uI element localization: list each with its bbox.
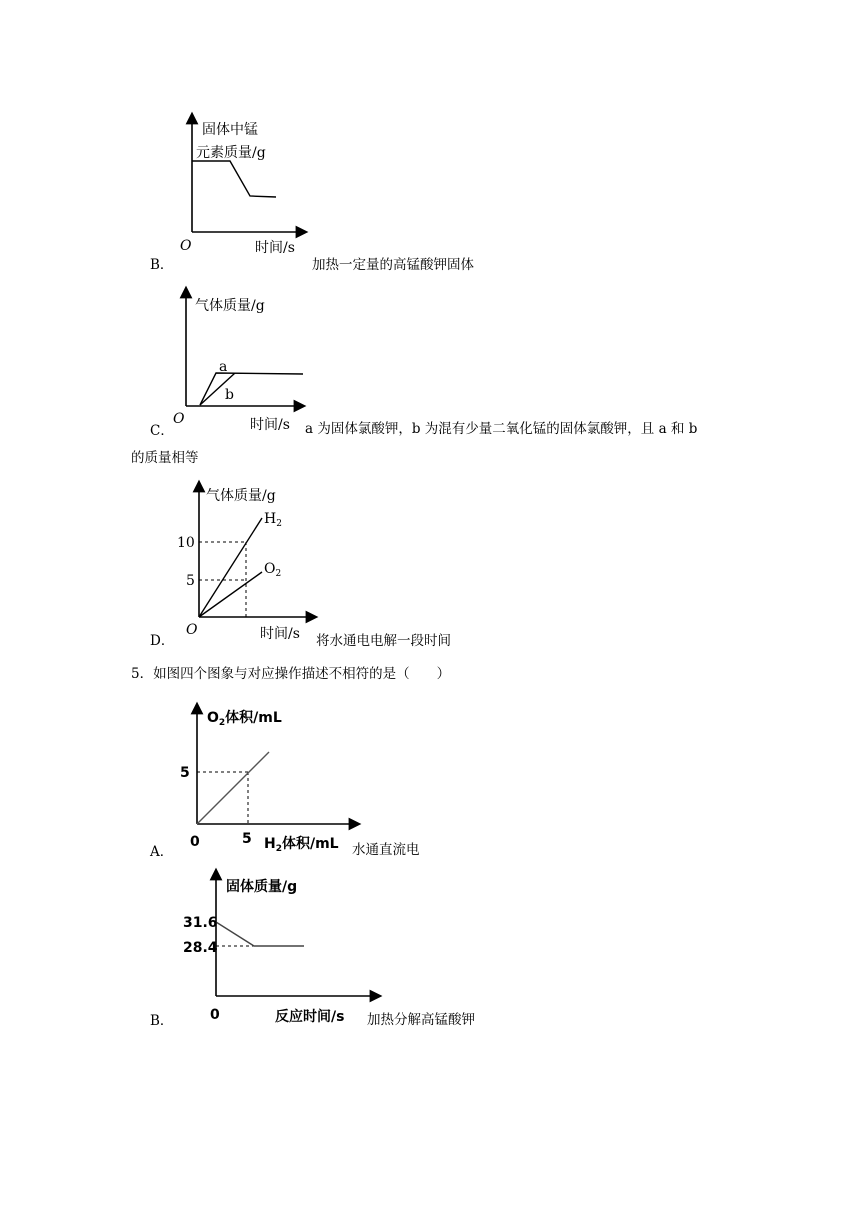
origin-label: O [180, 238, 192, 254]
series-o-label: $O_2$ [264, 561, 282, 579]
option-description: 加热一定量的高锰酸钾固体 [312, 257, 474, 273]
x-label: 时间/s [250, 417, 290, 433]
solid-mass-line [216, 922, 304, 946]
option-description: 将水通电电解一段时间 [316, 633, 451, 649]
tick-10: 10 [177, 535, 195, 551]
option-letter: B． [150, 257, 174, 273]
option-letter: A． [150, 844, 174, 860]
option-description-line2: 的质量相等 [131, 450, 199, 466]
tick-31-6: 31.6 [183, 915, 218, 931]
curve-b-label: b [225, 387, 234, 403]
x-label: 时间/s [255, 240, 295, 256]
x-tick: 5 [242, 831, 252, 847]
series-h-label: $H_2$ [264, 511, 282, 529]
x-label: 时间/s [260, 626, 300, 642]
option-letter: C． [150, 423, 174, 439]
option-description-line1: a 为固体氯酸钾，b 为混有少量二氧化锰的固体氯酸钾，且 a 和 b [305, 421, 698, 437]
question-5-stem: 5．如图四个图象与对应操作描述不相符的是（ ） [131, 666, 451, 682]
y-tick: 5 [180, 765, 190, 781]
origin-label: O [186, 622, 198, 638]
y-label: 气体质量/g [206, 488, 276, 504]
origin-label: O [173, 411, 185, 427]
y-label-line1: 固体中锰 [202, 122, 258, 138]
y-label-line2: 元素质量/g [196, 145, 266, 161]
option-description: 加热分解高锰酸钾 [367, 1012, 475, 1028]
y-label: 固体质量/g [226, 879, 298, 895]
origin-label: 0 [190, 834, 200, 850]
y-label: 气体质量/g [195, 298, 265, 314]
tick-5: 5 [186, 573, 195, 589]
x-label: 反应时间/s [275, 1009, 345, 1025]
origin-label: 0 [210, 1007, 220, 1023]
option-description: 水通直流电 [352, 842, 420, 858]
curve-a-label: a [219, 359, 228, 375]
x-label: $H_2$体积/mL [264, 836, 339, 854]
option-letter: B． [150, 1013, 174, 1029]
tick-28-4: 28.4 [183, 940, 218, 956]
option-letter: D． [150, 633, 175, 649]
y-label: $O_2$体积/mL [207, 710, 282, 728]
